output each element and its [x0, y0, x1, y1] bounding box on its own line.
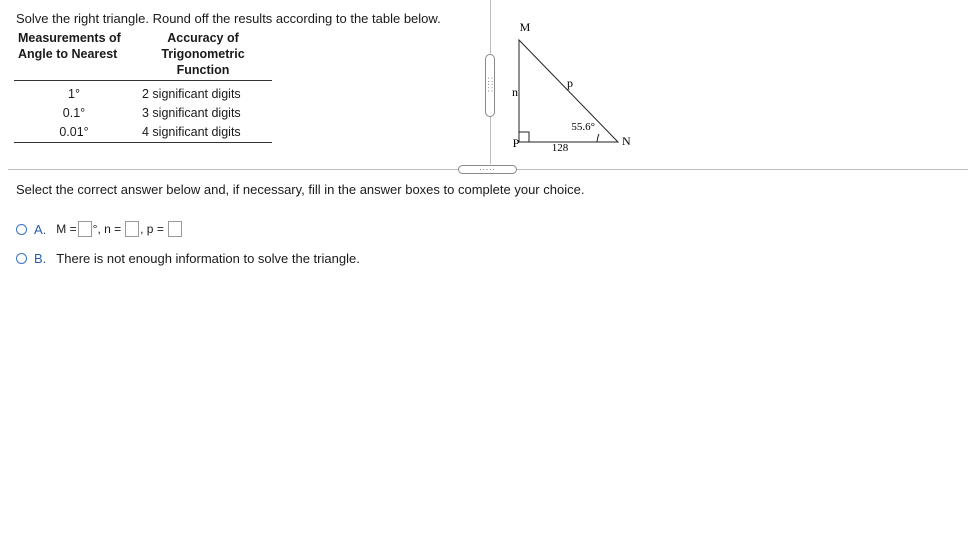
table-cell-angle: 0.1° [62, 106, 86, 120]
degree-symbol: ° [92, 222, 98, 236]
horizontal-resize-handle[interactable] [458, 162, 517, 174]
grip-dots-icon: ::::: [486, 77, 495, 94]
table-cell-accuracy: 4 significant digits [134, 123, 272, 143]
vertex-label-right: N [622, 134, 631, 148]
option-a-radio[interactable] [16, 224, 27, 235]
vertex-label-top: M [519, 20, 531, 34]
p-label: , p = [140, 222, 164, 236]
option-b-radio[interactable] [16, 253, 27, 264]
side-label-hypotenuse: p [567, 76, 573, 90]
angle-arc [597, 134, 599, 142]
option-b[interactable] [16, 251, 360, 266]
triangle-shape [519, 40, 618, 142]
answer-instruction: Select the correct answer below and, if necessary, fill in the answer boxes to complete your choice. [16, 182, 585, 197]
right-angle-marker [519, 132, 529, 142]
option-a-letter: A. [34, 221, 47, 237]
option-b-letter: B. [34, 251, 47, 266]
table-cell-accuracy: 2 significant digits [142, 87, 241, 101]
table-cell-angle: 1° [68, 87, 80, 101]
option-a-fill [56, 221, 183, 237]
header-accuracy: Accuracy of Trigonometric Function [134, 30, 272, 81]
vertical-resize-handle[interactable] [485, 54, 495, 117]
table-row [14, 123, 272, 143]
option-b-text: There is not enough information to solve the triangle. [56, 251, 360, 266]
n-answer-input[interactable] [125, 221, 139, 237]
m-answer-input[interactable] [78, 221, 92, 237]
table-cell-accuracy: 3 significant digits [142, 106, 241, 120]
table-row [14, 104, 272, 123]
side-label-left: n [512, 85, 518, 99]
table-row [14, 81, 272, 105]
option-a[interactable] [16, 221, 183, 237]
right-triangle-figure [505, 12, 635, 162]
n-label: , n = [97, 222, 122, 236]
vertex-label-bottom-left: P [512, 136, 520, 150]
angle-label: 55.6° [571, 121, 595, 133]
header-angle: Measurements of Angle to Nearest [14, 30, 134, 81]
grip-dots-icon: ..... [479, 162, 496, 172]
m-label: M = [56, 222, 77, 236]
side-label-bottom: 128 [551, 142, 569, 154]
accuracy-table [14, 30, 272, 143]
table-cell-angle: 0.01° [14, 123, 134, 143]
problem-prompt: Solve the right triangle. Round off the results according to the table below. [16, 11, 441, 26]
p-answer-input[interactable] [168, 221, 182, 237]
